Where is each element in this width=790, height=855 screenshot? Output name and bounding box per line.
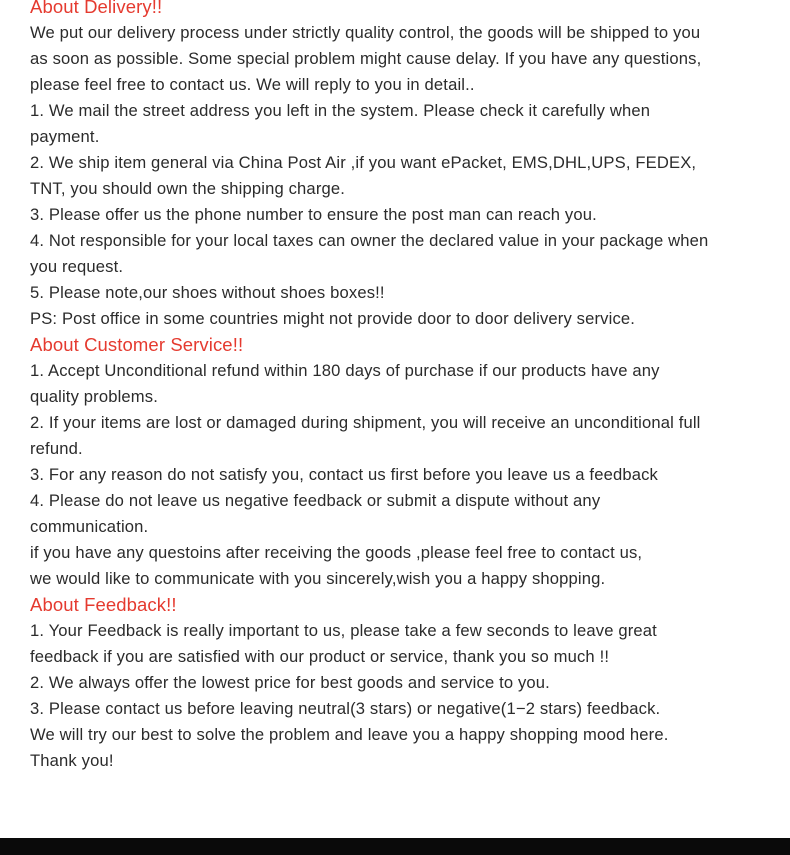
delivery-line: TNT, you should own the shipping charge.: [30, 179, 346, 198]
delivery-line: 2. We ship item general via China Post Air ,if you want ePacket, EMS,DHL,UPS, FEDEX,: [30, 153, 697, 172]
delivery-line: We put our delivery process under strictly quality control, the goods will be shipped to you: [30, 23, 701, 42]
customer-service-line: 2. If your items are lost or damaged during shipment, you will receive an unconditional full: [30, 413, 701, 432]
delivery-line: 5. Please note,our shoes without shoes boxes!!: [30, 283, 385, 302]
customer-service-section: [30, 332, 790, 592]
customer-service-heading: About Customer Service!!: [30, 334, 244, 355]
feedback-line: We will try our best to solve the problem and leave you a happy shopping mood here.: [30, 725, 669, 744]
feedback-line: Thank you!: [30, 751, 114, 770]
delivery-line: payment.: [30, 127, 100, 146]
feedback-section: [30, 592, 790, 774]
customer-service-line: refund.: [30, 439, 83, 458]
customer-service-line: if you have any questoins after receiving the goods ,please feel free to contact us,: [30, 543, 643, 562]
customer-service-line: 4. Please do not leave us negative feedback or submit a dispute without any: [30, 491, 601, 510]
policy-document: [30, 0, 790, 774]
feedback-line: 3. Please contact us before leaving neutral(3 stars) or negative(1−2 stars) feedback.: [30, 699, 661, 718]
feedback-heading: About Feedback!!: [30, 594, 177, 615]
customer-service-line: we would like to communicate with you sincerely,wish you a happy shopping.: [30, 569, 606, 588]
customer-service-line: quality problems.: [30, 387, 158, 406]
customer-service-line: 1. Accept Unconditional refund within 180 days of purchase if our products have any: [30, 361, 660, 380]
customer-service-line: 3. For any reason do not satisfy you, contact us first before you leave us a feedback: [30, 465, 658, 484]
delivery-line: please feel free to contact us. We will reply to you in detail..: [30, 75, 475, 94]
delivery-section: [30, 0, 790, 332]
bottom-bar: [0, 838, 790, 855]
delivery-line: 1. We mail the street address you left in the system. Please check it carefully when: [30, 101, 651, 120]
delivery-heading: About Delivery!!: [30, 0, 163, 17]
delivery-line: as soon as possible. Some special problem might cause delay. If you have any questions,: [30, 49, 702, 68]
customer-service-line: communication.: [30, 517, 149, 536]
delivery-line: 3. Please offer us the phone number to ensure the post man can reach you.: [30, 205, 597, 224]
feedback-line: feedback if you are satisfied with our product or service, thank you so much !!: [30, 647, 610, 666]
feedback-line: 2. We always offer the lowest price for best goods and service to you.: [30, 673, 550, 692]
delivery-line: 4. Not responsible for your local taxes can owner the declared value in your package when: [30, 231, 709, 250]
feedback-line: 1. Your Feedback is really important to us, please take a few seconds to leave great: [30, 621, 657, 640]
delivery-line: you request.: [30, 257, 124, 276]
delivery-line: PS: Post office in some countries might not provide door to door delivery service.: [30, 309, 636, 328]
